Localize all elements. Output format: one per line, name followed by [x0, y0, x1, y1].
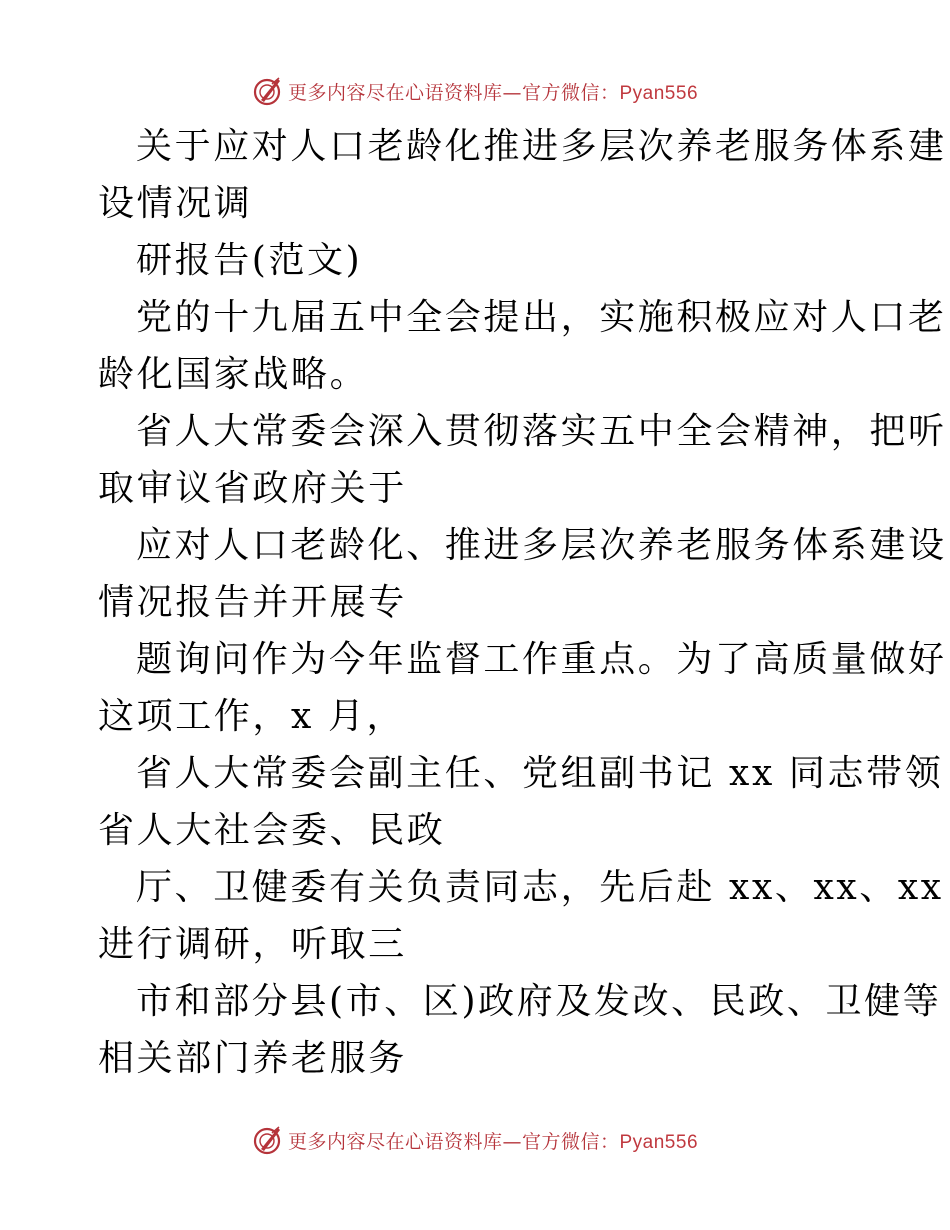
watermark-wechat-label: 官方微信： — [521, 1130, 620, 1153]
paragraph-line: 研报告(范文) — [136, 240, 363, 281]
paragraph — [98, 859, 944, 973]
paragraph-line: 进行调研，听取三 — [98, 924, 407, 965]
footer-watermark — [0, 1120, 950, 1160]
paragraph — [98, 289, 947, 403]
paragraph-line: 应对人口老龄化、推进多层次养老服务体系建设 — [136, 525, 947, 566]
quill-logo-icon — [252, 75, 284, 107]
paragraph-line: 情况报告并开展专 — [98, 582, 407, 623]
watermark-main-text: 更多内容尽在心语资料库 — [287, 81, 503, 104]
watermark-main-text: 更多内容尽在心语资料库 — [287, 1130, 503, 1153]
paragraph — [98, 631, 947, 745]
paragraph-line: 题询问作为今年监督工作重点。为了高质量做好 — [136, 639, 947, 680]
paragraph-line: 市和部分县(市、区)政府及发改、民政、卫健等 — [136, 981, 942, 1022]
document-body — [98, 118, 947, 1087]
watermark-wechat-id: Pyan556 — [619, 82, 699, 104]
paragraph — [98, 517, 947, 631]
watermark-text — [288, 1127, 698, 1154]
paragraph-line: 关于应对人口老龄化推进多层次养老服务体系建 — [136, 126, 947, 167]
paragraph-line: 省人大社会委、民政 — [98, 810, 446, 851]
paragraph-line: 取审议省政府关于 — [98, 468, 407, 509]
paragraph — [98, 973, 942, 1087]
header-watermark — [0, 71, 950, 111]
paragraph-line: 设情况调 — [98, 183, 253, 224]
paragraph — [98, 403, 947, 517]
quill-logo-icon — [252, 1124, 284, 1156]
watermark-text — [288, 78, 698, 105]
paragraph-line: 这项工作，x 月， — [98, 696, 406, 737]
paragraph — [98, 745, 944, 859]
watermark-dash: — — [502, 81, 522, 104]
paragraph-line: 省人大常委会深入贯彻落实五中全会精神，把听 — [136, 411, 947, 452]
watermark-wechat-id: Pyan556 — [619, 1131, 699, 1153]
paragraph-line: 相关部门养老服务 — [98, 1038, 407, 1079]
paragraph-line: 厅、卫健委有关负责同志，先后赴 xx、xx、xx — [136, 867, 944, 908]
paragraph-line: 省人大常委会副主任、党组副书记 xx 同志带领 — [136, 753, 944, 794]
paragraph-line: 龄化国家战略。 — [98, 354, 369, 395]
watermark-dash: — — [502, 1130, 522, 1153]
paragraph — [98, 232, 858, 289]
watermark-wechat-label: 官方微信： — [521, 81, 620, 104]
paragraph-line: 党的十九届五中全会提出，实施积极应对人口老 — [136, 297, 947, 338]
paragraph — [98, 118, 947, 232]
